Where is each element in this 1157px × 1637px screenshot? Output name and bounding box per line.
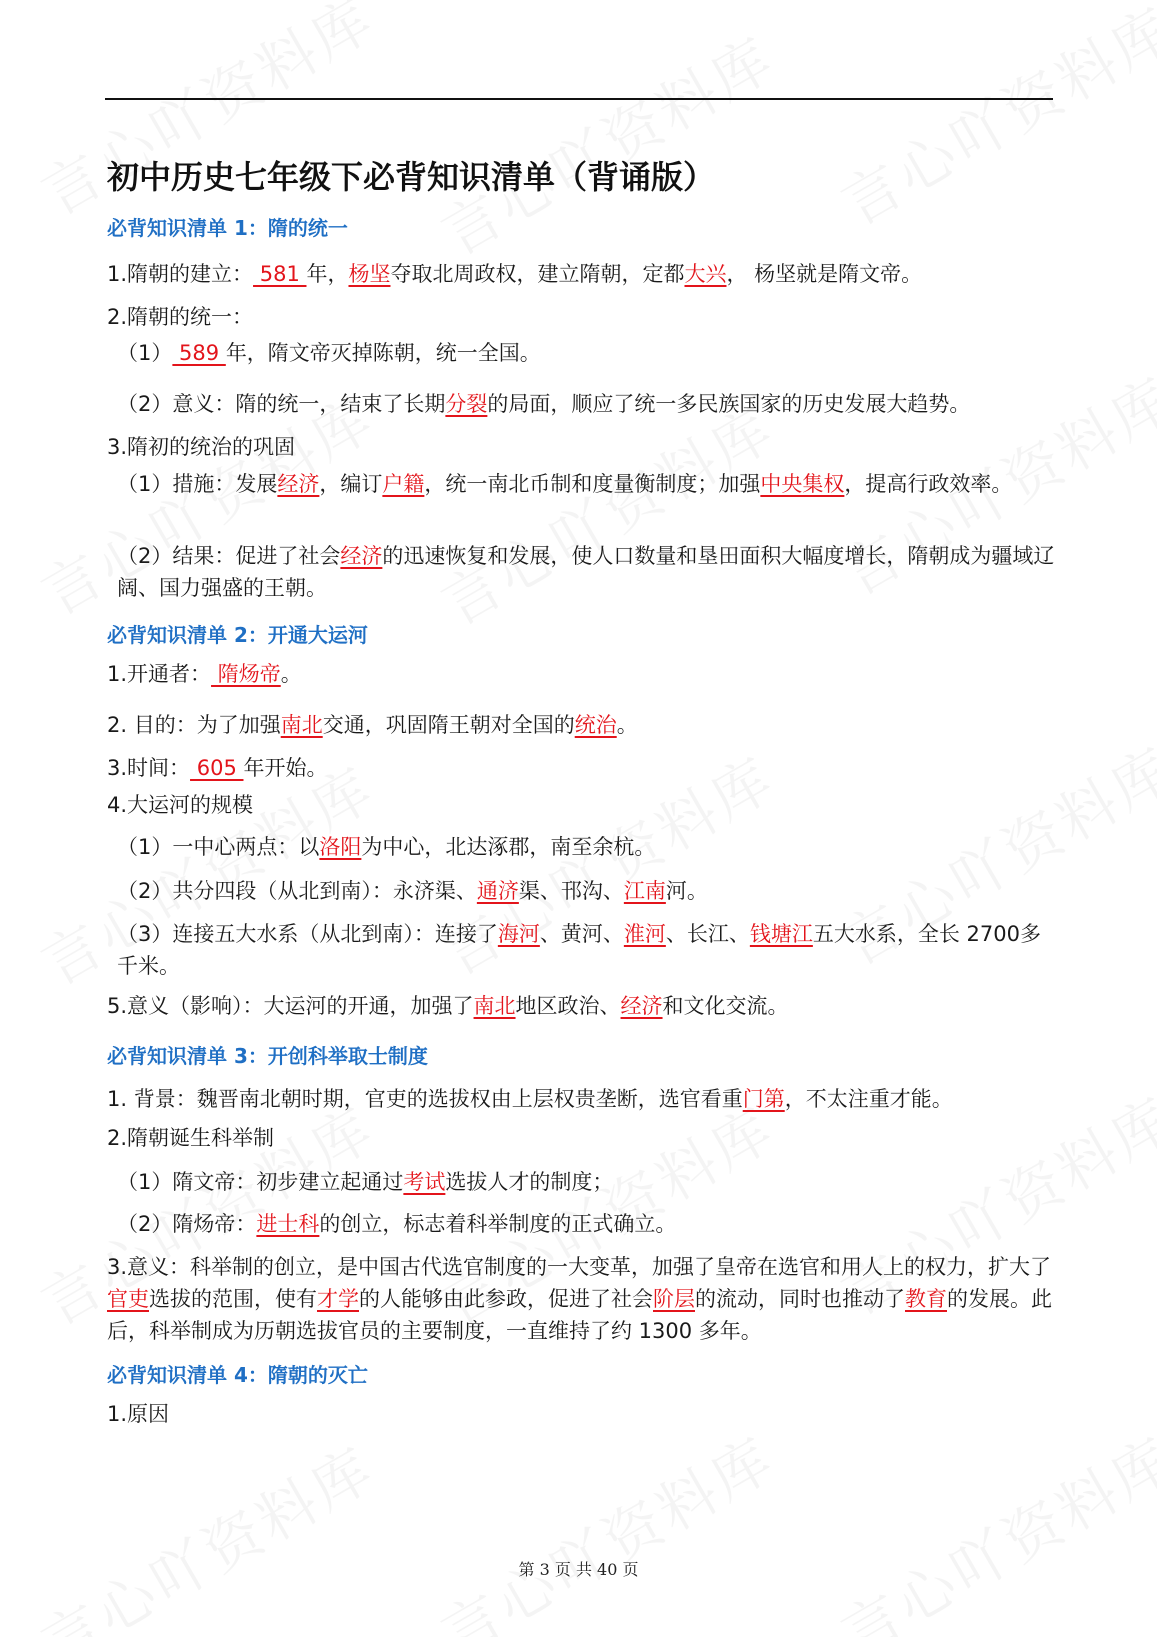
paragraph: 5.意义（影响）：大运河的开通，加强了南北地区政治、经济和文化交流。 bbox=[107, 994, 789, 1018]
paragraph: （1） 589 年，隋文帝灭掉陈朝，统一全国。 bbox=[117, 341, 541, 365]
keyword: 官吏 bbox=[107, 1287, 149, 1311]
paragraph: （1）一中心两点：以洛阳为中心，北达涿郡，南至余杭。 bbox=[117, 835, 656, 859]
paragraph: 2.隋朝的统一： bbox=[107, 305, 254, 329]
watermark bbox=[824, 1413, 1157, 1637]
keyword: 考试 bbox=[403, 1170, 446, 1194]
section-heading-2: 必背知识清单 2：开通大运河 bbox=[107, 623, 368, 647]
watermark bbox=[424, 13, 788, 272]
paragraph: （1）措施：发展经济，编订户籍，统一南北币制和度量衡制度；加强中央集权，提高行政效率。 bbox=[117, 472, 1013, 496]
paragraph: 2.隋朝诞生科举制 bbox=[107, 1126, 275, 1150]
keyword: 南北 bbox=[473, 994, 516, 1018]
paragraph: 1.开通者： 隋炀帝。 bbox=[107, 662, 302, 686]
paragraph: （2）隋炀帝：进士科的创立，标志着科举制度的正式确立。 bbox=[117, 1212, 677, 1236]
paragraph: （2）结果：促进了社会经济的迅速恢复和发展，使人口数量和垦田面积大幅度增长，隋朝成为疆域辽阔、国力强盛的王朝。 bbox=[117, 544, 1055, 600]
keyword: 门第 bbox=[742, 1087, 785, 1111]
paragraph: 1.原因 bbox=[107, 1402, 170, 1426]
keyword: 教育 bbox=[905, 1287, 947, 1311]
keyword: 杨坚 bbox=[348, 262, 391, 286]
paragraph: 3.隋初的统治的巩固 bbox=[107, 435, 296, 459]
keyword: 才学 bbox=[317, 1287, 359, 1311]
section-heading-4: 必背知识清单 4：隋朝的灭亡 bbox=[107, 1363, 368, 1387]
keyword: 605 bbox=[190, 756, 244, 780]
keyword: 经济 bbox=[340, 544, 383, 568]
watermark bbox=[824, 0, 1157, 241]
keyword: 经济 bbox=[620, 994, 663, 1018]
paragraph: （2）共分四段（从北到南）：永济渠、通济渠、邗沟、江南河。 bbox=[117, 879, 708, 903]
section-heading-3: 必背知识清单 3：开创科举取士制度 bbox=[107, 1044, 428, 1068]
paragraph: 1. 背景：魏晋南北朝时期，官吏的选拔权由上层权贵垄断，选官看重门第，不太注重才能。 bbox=[107, 1087, 953, 1111]
keyword: 洛阳 bbox=[319, 835, 362, 859]
paragraph: （3）连接五大水系（从北到南）：连接了海河、黄河、淮河、长江、钱塘江五大水系，全长 2700多千米。 bbox=[117, 922, 1041, 978]
keyword: 户籍 bbox=[382, 472, 425, 496]
keyword: 钱塘江 bbox=[749, 922, 813, 946]
page-footer: 第 3 页 共 40 页 bbox=[518, 1560, 639, 1579]
keyword: 进士科 bbox=[256, 1212, 320, 1236]
keyword: 589 bbox=[172, 341, 226, 365]
watermark bbox=[424, 1413, 788, 1637]
paragraph: 4.大运河的规模 bbox=[107, 793, 254, 817]
watermark bbox=[24, 1423, 388, 1637]
paragraph: 3.意义：科举制的创立，是中国古代选官制度的一大变革，加强了皇帝在选官和用人上的权力，扩大了官吏选拔的范围，使有才学的人能够由此参政，促进了社会阶层的流动，同时也推动了教育的发展。此后，科举制成为历朝选拔官员的主要制度，一直维持了约 1300 多年。 bbox=[107, 1255, 1052, 1343]
keyword: 江南 bbox=[623, 879, 666, 903]
keyword: 大兴 bbox=[684, 262, 727, 286]
keyword: 海河 bbox=[497, 922, 540, 946]
keyword: 阶层 bbox=[653, 1287, 695, 1311]
keyword: 淮河 bbox=[623, 922, 666, 946]
keyword: 统治 bbox=[574, 713, 617, 737]
paragraph: （2）意义：隋的统一，结束了长期分裂的局面，顺应了统一多民族国家的历史发展大趋势。 bbox=[117, 392, 971, 416]
section-heading-1: 必背知识清单 1：隋的统一 bbox=[107, 216, 348, 240]
paragraph: 2. 目的：为了加强南北交通，巩固隋王朝对全国的统治。 bbox=[107, 713, 638, 737]
keyword: 通济 bbox=[476, 879, 519, 903]
paragraph: 3.时间： 605 年开始。 bbox=[107, 756, 328, 780]
paragraph: （1）隋文帝：初步建立起通过考试选拔人才的制度； bbox=[117, 1170, 614, 1194]
keyword: 581 bbox=[253, 262, 307, 286]
keyword: 经济 bbox=[277, 472, 320, 496]
keyword: 南北 bbox=[280, 713, 323, 737]
keyword: 中央集权 bbox=[760, 472, 845, 496]
header-rule bbox=[105, 98, 1053, 100]
keyword: 隋炀帝 bbox=[211, 662, 281, 686]
keyword: 分裂 bbox=[445, 392, 488, 416]
paragraph: 1.隋朝的建立： 581 年，杨坚夺取北周政权，建立隋朝，定都大兴， 杨坚就是隋文帝。 bbox=[107, 262, 923, 286]
page-title: 初中历史七年级下必背知识清单（背诵版） bbox=[107, 158, 716, 196]
